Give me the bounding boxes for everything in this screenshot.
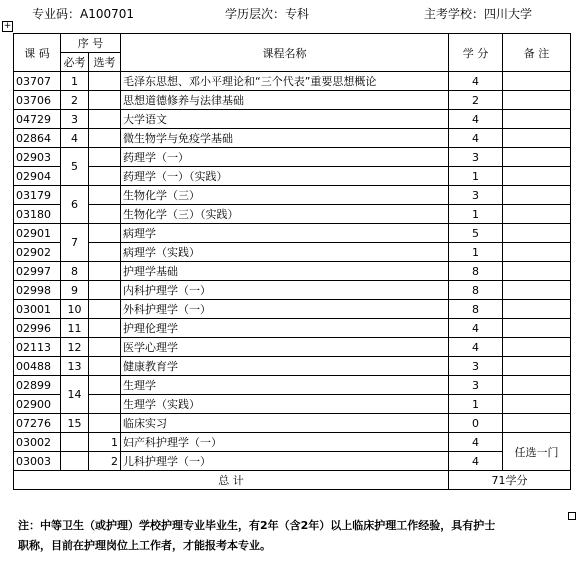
header-credit: 学 分 xyxy=(449,34,503,72)
credit-cell: 3 xyxy=(449,148,503,167)
header-course-name: 课程名称 xyxy=(121,34,449,72)
course-name-cell: 药理学（一）（实践） xyxy=(121,167,449,186)
table-row xyxy=(14,243,571,262)
elective-seq-cell xyxy=(89,319,121,338)
course-name-cell: 病理学（实践） xyxy=(121,243,449,262)
course-code-cell: 03180 xyxy=(14,205,61,224)
required-seq-cell: 5 xyxy=(61,148,89,186)
header-code: 课 码 xyxy=(14,34,61,72)
elective-seq-cell xyxy=(89,357,121,376)
credit-cell: 2 xyxy=(449,91,503,110)
elective-seq-cell xyxy=(89,338,121,357)
credit-cell: 8 xyxy=(449,262,503,281)
required-seq-cell: 4 xyxy=(61,129,89,148)
elective-seq-cell xyxy=(89,148,121,167)
elective-seq-cell xyxy=(89,243,121,262)
course-name-cell: 护理学基础 xyxy=(121,262,449,281)
course-code-cell: 02996 xyxy=(14,319,61,338)
course-code-cell: 03707 xyxy=(14,72,61,91)
credit-cell: 4 xyxy=(449,72,503,91)
total-row xyxy=(14,471,571,490)
elective-seq-cell xyxy=(89,129,121,148)
elective-seq-cell xyxy=(89,281,121,300)
credit-cell: 1 xyxy=(449,243,503,262)
course-name-cell: 临床实习 xyxy=(121,414,449,433)
credit-cell: 4 xyxy=(449,338,503,357)
education-level: 学历层次：专科 xyxy=(225,7,310,21)
credit-cell: 3 xyxy=(449,376,503,395)
credit-cell: 4 xyxy=(449,319,503,338)
remark-cell xyxy=(503,262,571,281)
header-elective: 选考 xyxy=(89,53,121,72)
elective-seq-cell xyxy=(89,414,121,433)
table-row xyxy=(14,414,571,433)
course-code-cell: 02902 xyxy=(14,243,61,262)
remark-cell xyxy=(503,129,571,148)
header-seq: 序 号 xyxy=(61,34,121,53)
course-code-cell: 03706 xyxy=(14,91,61,110)
table-row xyxy=(14,452,571,471)
course-name-cell: 妇产科护理学（一） xyxy=(121,433,449,452)
remark-cell xyxy=(503,243,571,262)
table-row xyxy=(14,186,571,205)
course-code-cell: 00488 xyxy=(14,357,61,376)
table-row xyxy=(14,129,571,148)
required-seq-cell: 14 xyxy=(61,376,89,414)
page-header xyxy=(0,0,579,22)
remark-cell xyxy=(503,376,571,395)
required-seq-cell: 13 xyxy=(61,357,89,376)
elective-seq-cell xyxy=(89,262,121,281)
remark-cell xyxy=(503,205,571,224)
table-row xyxy=(14,433,571,452)
course-name-cell: 病理学 xyxy=(121,224,449,243)
remark-cell xyxy=(503,110,571,129)
course-code-cell: 02900 xyxy=(14,395,61,414)
required-seq-cell: 9 xyxy=(61,281,89,300)
remark-cell: 任选一门 xyxy=(503,433,571,471)
elective-seq-cell xyxy=(89,224,121,243)
required-seq-cell: 2 xyxy=(61,91,89,110)
remark-cell xyxy=(503,224,571,243)
course-name-cell: 健康教育学 xyxy=(121,357,449,376)
credit-cell: 5 xyxy=(449,224,503,243)
course-name-cell: 内科护理学（一） xyxy=(121,281,449,300)
table-row xyxy=(14,319,571,338)
credit-cell: 3 xyxy=(449,186,503,205)
credit-cell: 0 xyxy=(449,414,503,433)
elective-seq-cell xyxy=(89,186,121,205)
elective-seq-cell: 1 xyxy=(89,433,121,452)
remark-cell xyxy=(503,186,571,205)
footnote-line-2: 职称，目前在护理岗位上工作者，才能报考本专业。 xyxy=(18,539,271,552)
header-remark: 备 注 xyxy=(503,34,571,72)
course-code-cell: 02903 xyxy=(14,148,61,167)
course-name-cell: 医学心理学 xyxy=(121,338,449,357)
credit-cell: 4 xyxy=(449,129,503,148)
table-row xyxy=(14,395,571,414)
course-code-cell: 02864 xyxy=(14,129,61,148)
course-name-cell: 药理学（一） xyxy=(121,148,449,167)
required-seq-cell: 8 xyxy=(61,262,89,281)
header-required: 必考 xyxy=(61,53,89,72)
footnote xyxy=(18,516,573,556)
elective-seq-cell xyxy=(89,72,121,91)
remark-cell xyxy=(503,414,571,433)
remark-cell xyxy=(503,167,571,186)
table-row xyxy=(14,167,571,186)
table-row xyxy=(14,205,571,224)
required-seq-cell: 11 xyxy=(61,319,89,338)
course-name-cell: 生理学 xyxy=(121,376,449,395)
course-name-cell: 生物化学（三） xyxy=(121,186,449,205)
elective-seq-cell xyxy=(89,395,121,414)
table-row xyxy=(14,91,571,110)
footnote-line-1: 注：中等卫生（或护理）学校护理专业毕业生，有2年（含2年）以上临床护理工作经验，具有护士 xyxy=(18,519,496,532)
remark-cell xyxy=(503,72,571,91)
course-name-cell: 微生物学与免疫学基础 xyxy=(121,129,449,148)
required-seq-cell: 1 xyxy=(61,72,89,91)
table-row xyxy=(14,338,571,357)
course-code-cell: 03001 xyxy=(14,300,61,319)
course-code-cell: 02899 xyxy=(14,376,61,395)
table-row xyxy=(14,300,571,319)
credit-cell: 1 xyxy=(449,167,503,186)
table-row xyxy=(14,357,571,376)
remark-cell xyxy=(503,319,571,338)
course-code-cell: 03179 xyxy=(14,186,61,205)
required-seq-cell: 12 xyxy=(61,338,89,357)
total-value: 71学分 xyxy=(449,471,571,490)
remark-cell xyxy=(503,281,571,300)
table-row xyxy=(14,262,571,281)
required-seq-cell: 10 xyxy=(61,300,89,319)
credit-cell: 8 xyxy=(449,281,503,300)
table-move-handle-icon[interactable]: + xyxy=(3,21,12,31)
credit-cell: 4 xyxy=(449,452,503,471)
credit-cell: 1 xyxy=(449,205,503,224)
table-row xyxy=(14,281,571,300)
required-seq-cell: 6 xyxy=(61,186,89,224)
remark-cell xyxy=(503,395,571,414)
course-name-cell: 儿科护理学（一） xyxy=(121,452,449,471)
course-name-cell: 护理伦理学 xyxy=(121,319,449,338)
course-name-cell: 毛泽东思想、邓小平理论和“三个代表”重要思想概论 xyxy=(121,72,449,91)
elective-seq-cell xyxy=(89,110,121,129)
credit-cell: 3 xyxy=(449,357,503,376)
credit-cell: 1 xyxy=(449,395,503,414)
required-seq-cell xyxy=(61,452,89,471)
elective-seq-cell: 2 xyxy=(89,452,121,471)
remark-cell xyxy=(503,357,571,376)
elective-seq-cell xyxy=(89,205,121,224)
course-code-cell: 04729 xyxy=(14,110,61,129)
course-name-cell: 大学语文 xyxy=(121,110,449,129)
remark-cell xyxy=(503,91,571,110)
elective-seq-cell xyxy=(89,167,121,186)
course-table xyxy=(13,33,571,490)
course-name-cell: 思想道德修养与法律基础 xyxy=(121,91,449,110)
major-code: 专业码：A100701 xyxy=(32,7,135,21)
main-school: 主考学校：四川大学 xyxy=(424,7,533,21)
table-row xyxy=(14,110,571,129)
elective-seq-cell xyxy=(89,300,121,319)
course-code-cell: 03003 xyxy=(14,452,61,471)
course-code-cell: 02113 xyxy=(14,338,61,357)
required-seq-cell: 7 xyxy=(61,224,89,262)
elective-seq-cell xyxy=(89,91,121,110)
course-name-cell: 生理学（实践） xyxy=(121,395,449,414)
course-code-cell: 02901 xyxy=(14,224,61,243)
credit-cell: 8 xyxy=(449,300,503,319)
required-seq-cell xyxy=(61,433,89,452)
course-code-cell: 02998 xyxy=(14,281,61,300)
table-header-row xyxy=(14,34,571,53)
table-row xyxy=(14,376,571,395)
course-name-cell: 外科护理学（一） xyxy=(121,300,449,319)
course-code-cell: 02904 xyxy=(14,167,61,186)
remark-cell xyxy=(503,148,571,167)
elective-seq-cell xyxy=(89,376,121,395)
remark-cell xyxy=(503,300,571,319)
remark-cell xyxy=(503,338,571,357)
credit-cell: 4 xyxy=(449,110,503,129)
credit-cell: 4 xyxy=(449,433,503,452)
course-code-cell: 02997 xyxy=(14,262,61,281)
course-code-cell: 03002 xyxy=(14,433,61,452)
total-label: 总 计 xyxy=(14,471,449,490)
table-row xyxy=(14,72,571,91)
course-code-cell: 07276 xyxy=(14,414,61,433)
required-seq-cell: 3 xyxy=(61,110,89,129)
table-row xyxy=(14,224,571,243)
table-row xyxy=(14,148,571,167)
required-seq-cell: 15 xyxy=(61,414,89,433)
course-name-cell: 生物化学（三）（实践） xyxy=(121,205,449,224)
